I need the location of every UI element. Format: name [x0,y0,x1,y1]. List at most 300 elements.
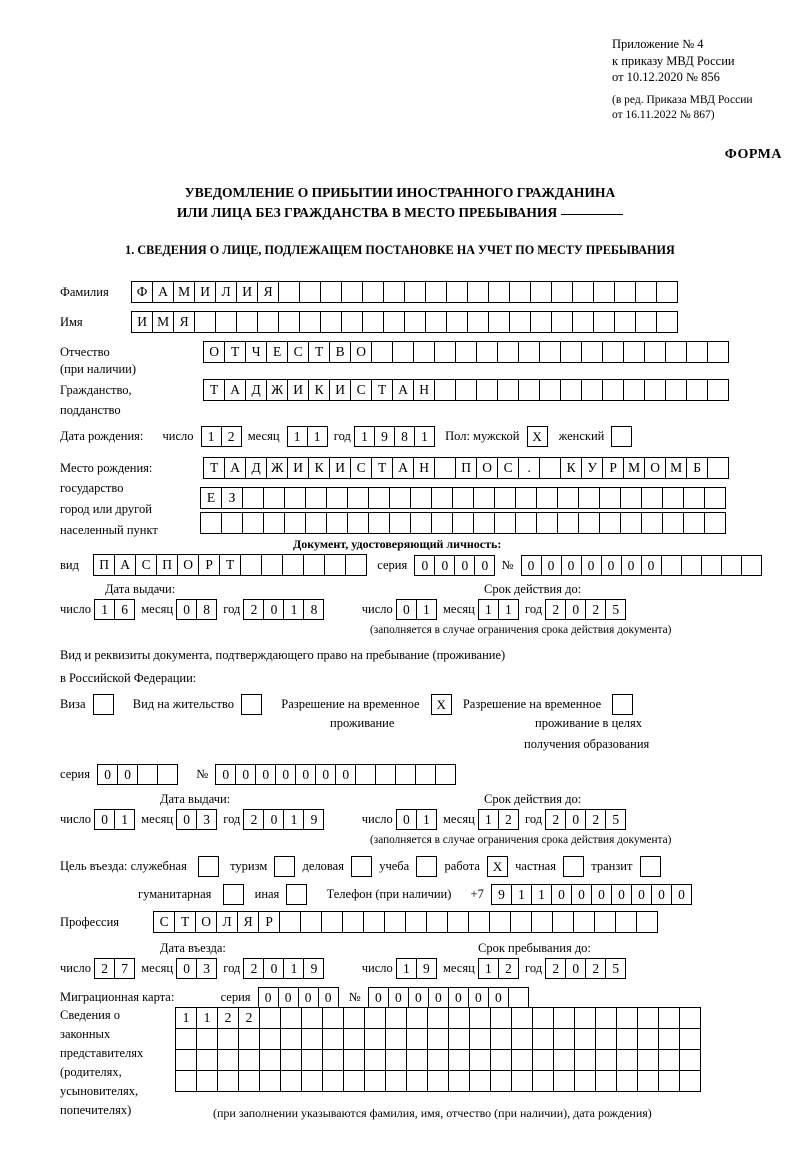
form-cell[interactable]: 8 [303,599,324,620]
form-cell[interactable] [215,311,237,333]
form-cell[interactable] [614,311,636,333]
form-cell[interactable]: 0 [295,764,316,785]
form-cell[interactable] [683,512,705,534]
form-cell[interactable] [658,1007,680,1029]
form-cell[interactable] [427,1070,449,1092]
form-cell[interactable] [532,1007,554,1029]
form-cell[interactable] [467,311,489,333]
form-cell[interactable] [196,1028,218,1050]
form-cell[interactable]: Р [602,457,624,479]
form-cell[interactable] [284,487,306,509]
purpose-tourism-checkbox[interactable] [274,856,295,877]
form-cell[interactable] [236,311,258,333]
form-cell[interactable]: 0 [255,764,276,785]
form-cell[interactable]: И [329,379,351,401]
form-cell[interactable] [413,341,435,363]
form-cell[interactable]: 0 [408,987,429,1008]
form-cell[interactable]: 1 [283,958,304,979]
purpose-humanitarian-checkbox[interactable] [223,884,244,905]
form-cell[interactable]: . [518,457,540,479]
permit-issue-year-input[interactable] [243,809,323,830]
form-cell[interactable]: 9 [303,958,324,979]
form-cell[interactable] [446,281,468,303]
form-cell[interactable]: О [177,554,199,576]
form-cell[interactable]: 0 [581,555,602,576]
form-cell[interactable]: Ч [245,341,267,363]
form-cell[interactable]: 0 [474,555,495,576]
form-cell[interactable] [259,1049,281,1071]
form-cell[interactable]: 1 [114,809,135,830]
form-cell[interactable]: 0 [117,764,138,785]
form-cell[interactable]: Л [215,281,237,303]
form-cell[interactable] [383,311,405,333]
form-cell[interactable] [427,1028,449,1050]
form-cell[interactable] [599,487,621,509]
form-cell[interactable] [448,1007,470,1029]
form-cell[interactable] [704,512,726,534]
form-cell[interactable] [490,1070,512,1092]
form-cell[interactable] [552,911,574,933]
form-cell[interactable]: Т [371,379,393,401]
form-cell[interactable]: 0 [488,987,509,1008]
identity-valid-month-input[interactable] [478,599,518,620]
form-cell[interactable] [343,1049,365,1071]
form-cell[interactable] [581,379,603,401]
form-cell[interactable] [469,1028,491,1050]
form-cell[interactable] [707,341,729,363]
phone-input[interactable] [491,884,691,905]
form-cell[interactable] [415,764,436,785]
form-cell[interactable] [392,341,414,363]
form-cell[interactable]: К [308,457,330,479]
entry-year-input[interactable] [243,958,323,979]
form-cell[interactable] [490,1049,512,1071]
form-cell[interactable]: 8 [394,426,415,447]
identity-number-input[interactable] [521,555,761,576]
form-cell[interactable]: 0 [315,764,336,785]
form-cell[interactable] [259,1007,281,1029]
form-cell[interactable] [259,1028,281,1050]
form-cell[interactable] [301,1070,323,1092]
form-cell[interactable] [446,311,468,333]
form-cell[interactable]: О [203,341,225,363]
form-cell[interactable] [557,512,579,534]
form-cell[interactable] [616,1049,638,1071]
form-cell[interactable] [658,1028,680,1050]
form-cell[interactable]: 3 [196,958,217,979]
purpose-study-checkbox[interactable] [416,856,437,877]
form-cell[interactable]: 0 [176,599,197,620]
form-cell[interactable] [595,1049,617,1071]
form-cell[interactable] [406,1049,428,1071]
form-cell[interactable] [518,379,540,401]
form-cell[interactable]: 0 [94,809,115,830]
form-cell[interactable] [385,1049,407,1071]
form-cell[interactable]: Я [173,311,195,333]
identity-valid-day-input[interactable] [396,599,436,620]
form-cell[interactable] [389,512,411,534]
form-cell[interactable]: С [287,341,309,363]
form-cell[interactable] [385,1007,407,1029]
form-cell[interactable]: 9 [491,884,512,905]
form-cell[interactable] [282,554,304,576]
form-cell[interactable] [469,1007,491,1029]
form-cell[interactable] [280,1007,302,1029]
form-cell[interactable] [539,379,561,401]
form-cell[interactable] [593,281,615,303]
form-cell[interactable] [238,1028,260,1050]
form-cell[interactable] [656,281,678,303]
form-cell[interactable]: 0 [318,987,339,1008]
form-cell[interactable] [683,487,705,509]
form-cell[interactable]: 1 [416,809,437,830]
form-cell[interactable] [644,379,666,401]
form-cell[interactable] [280,1070,302,1092]
form-cell[interactable] [581,341,603,363]
form-cell[interactable]: 0 [621,555,642,576]
form-cell[interactable] [553,1070,575,1092]
migration-card-number-input[interactable] [368,987,528,1008]
form-cell[interactable] [196,1070,218,1092]
form-cell[interactable]: С [153,911,175,933]
form-cell[interactable] [383,281,405,303]
form-cell[interactable] [614,281,636,303]
form-cell[interactable] [137,764,158,785]
form-cell[interactable] [574,1028,596,1050]
form-cell[interactable] [557,487,579,509]
form-cell[interactable] [217,1070,239,1092]
form-cell[interactable] [594,911,616,933]
form-cell[interactable]: А [392,379,414,401]
form-cell[interactable] [679,1028,701,1050]
form-cell[interactable] [511,1028,533,1050]
form-cell[interactable] [469,1070,491,1092]
form-cell[interactable] [320,281,342,303]
form-cell[interactable] [279,911,301,933]
form-cell[interactable] [364,1049,386,1071]
form-cell[interactable]: Л [216,911,238,933]
form-cell[interactable]: 2 [498,958,519,979]
form-cell[interactable]: 0 [565,958,586,979]
form-cell[interactable] [362,311,384,333]
birth-month-input[interactable] [287,426,327,447]
form-cell[interactable]: Ж [266,379,288,401]
form-cell[interactable] [395,764,416,785]
form-cell[interactable] [263,487,285,509]
form-cell[interactable] [196,1049,218,1071]
permit-education-checkbox[interactable] [612,694,633,715]
form-cell[interactable]: 1 [498,599,519,620]
form-cell[interactable]: 9 [374,426,395,447]
form-cell[interactable]: Е [200,487,222,509]
form-cell[interactable]: 2 [585,958,606,979]
form-cell[interactable]: 0 [176,809,197,830]
form-cell[interactable]: 0 [448,987,469,1008]
form-cell[interactable]: 1 [416,599,437,620]
form-cell[interactable] [641,512,663,534]
form-cell[interactable] [616,1028,638,1050]
form-cell[interactable]: 0 [235,764,256,785]
form-cell[interactable]: П [156,554,178,576]
form-cell[interactable] [303,554,325,576]
form-cell[interactable] [341,281,363,303]
form-cell[interactable] [686,341,708,363]
form-cell[interactable]: 0 [368,987,389,1008]
form-cell[interactable] [343,1007,365,1029]
form-cell[interactable]: 1 [511,884,532,905]
form-cell[interactable] [321,911,343,933]
form-cell[interactable] [637,1007,659,1029]
form-cell[interactable]: 1 [414,426,435,447]
form-cell[interactable]: С [350,379,372,401]
form-cell[interactable] [431,512,453,534]
form-cell[interactable]: 0 [278,987,299,1008]
birth-day-input[interactable] [201,426,241,447]
form-cell[interactable] [511,1070,533,1092]
form-cell[interactable] [490,1007,512,1029]
form-cell[interactable] [322,1070,344,1092]
form-cell[interactable]: 2 [94,958,115,979]
stay-year-input[interactable] [545,958,625,979]
form-cell[interactable] [322,1028,344,1050]
form-cell[interactable] [455,341,477,363]
form-cell[interactable] [637,1049,659,1071]
form-cell[interactable]: 1 [283,599,304,620]
form-cell[interactable] [641,487,663,509]
legal-rep-row-4[interactable] [175,1070,700,1092]
form-cell[interactable]: Р [258,911,280,933]
form-cell[interactable]: О [644,457,666,479]
birthplace-input-line-1[interactable] [203,457,728,479]
form-cell[interactable]: С [350,457,372,479]
form-cell[interactable] [595,1007,617,1029]
form-cell[interactable] [602,379,624,401]
form-cell[interactable]: 0 [414,555,435,576]
form-cell[interactable] [364,1007,386,1029]
form-cell[interactable] [573,911,595,933]
sex-female-checkbox[interactable] [611,426,632,447]
form-cell[interactable] [578,487,600,509]
form-cell[interactable] [473,487,495,509]
form-cell[interactable] [238,1070,260,1092]
form-cell[interactable] [299,281,321,303]
form-cell[interactable] [532,1049,554,1071]
surname-input[interactable] [131,281,677,303]
permit-residence-checkbox[interactable] [241,694,262,715]
form-cell[interactable] [494,512,516,534]
form-cell[interactable]: 0 [388,987,409,1008]
form-cell[interactable]: 2 [217,1007,239,1029]
permit-issue-month-input[interactable] [176,809,216,830]
form-cell[interactable] [385,1028,407,1050]
permit-valid-year-input[interactable] [545,809,625,830]
form-cell[interactable]: 0 [396,809,417,830]
migration-card-series-input[interactable] [258,987,338,1008]
permit-visa-checkbox[interactable] [93,694,114,715]
form-cell[interactable] [434,457,456,479]
form-cell[interactable] [406,1007,428,1029]
form-cell[interactable]: Н [413,379,435,401]
form-cell[interactable] [532,1028,554,1050]
form-cell[interactable] [602,341,624,363]
form-cell[interactable]: 0 [263,599,284,620]
form-cell[interactable] [536,487,558,509]
entry-day-input[interactable] [94,958,134,979]
form-cell[interactable]: 1 [287,426,308,447]
form-cell[interactable] [662,512,684,534]
form-cell[interactable] [284,512,306,534]
form-cell[interactable]: С [497,457,519,479]
form-cell[interactable]: Т [371,457,393,479]
form-cell[interactable]: 0 [428,987,449,1008]
purpose-work-checkbox[interactable]: Х [487,856,508,877]
form-cell[interactable] [515,512,537,534]
form-cell[interactable] [425,281,447,303]
form-cell[interactable] [595,1028,617,1050]
form-cell[interactable] [707,457,729,479]
form-cell[interactable]: 1 [175,1007,197,1029]
form-cell[interactable] [221,512,243,534]
form-cell[interactable]: А [224,379,246,401]
form-cell[interactable] [452,512,474,534]
form-cell[interactable] [518,341,540,363]
form-cell[interactable] [662,487,684,509]
form-cell[interactable]: Д [245,457,267,479]
form-cell[interactable] [343,1070,365,1092]
form-cell[interactable]: 2 [545,599,566,620]
form-cell[interactable] [560,379,582,401]
form-cell[interactable]: Р [198,554,220,576]
form-cell[interactable] [426,911,448,933]
form-cell[interactable] [469,1049,491,1071]
form-cell[interactable] [515,487,537,509]
form-cell[interactable] [200,512,222,534]
form-cell[interactable]: М [152,311,174,333]
form-cell[interactable] [345,554,367,576]
form-cell[interactable]: С [135,554,157,576]
form-cell[interactable] [593,311,615,333]
form-cell[interactable] [661,555,682,576]
form-cell[interactable]: 1 [531,884,552,905]
purpose-business-checkbox[interactable] [351,856,372,877]
form-cell[interactable]: 0 [591,884,612,905]
form-cell[interactable] [635,311,657,333]
form-cell[interactable] [257,311,279,333]
form-cell[interactable] [530,311,552,333]
form-cell[interactable] [623,379,645,401]
permit-number-input[interactable] [215,764,455,785]
form-cell[interactable] [263,512,285,534]
form-cell[interactable]: Т [174,911,196,933]
form-cell[interactable] [658,1049,680,1071]
form-cell[interactable]: 0 [434,555,455,576]
form-cell[interactable]: 1 [396,958,417,979]
form-cell[interactable]: 2 [238,1007,260,1029]
form-cell[interactable] [509,281,531,303]
form-cell[interactable] [489,911,511,933]
form-cell[interactable] [494,487,516,509]
form-cell[interactable]: 2 [498,809,519,830]
form-cell[interactable] [574,1070,596,1092]
form-cell[interactable] [364,1070,386,1092]
form-cell[interactable]: 0 [571,884,592,905]
form-cell[interactable] [508,987,529,1008]
form-cell[interactable] [375,764,396,785]
form-cell[interactable] [635,281,657,303]
form-cell[interactable] [701,555,722,576]
form-cell[interactable]: 0 [263,809,284,830]
form-cell[interactable]: Т [308,341,330,363]
form-cell[interactable] [410,512,432,534]
form-cell[interactable] [301,1007,323,1029]
form-cell[interactable]: 9 [416,958,437,979]
form-cell[interactable] [679,1070,701,1092]
form-cell[interactable] [448,1070,470,1092]
form-cell[interactable] [488,281,510,303]
form-cell[interactable]: 0 [561,555,582,576]
form-cell[interactable] [326,512,348,534]
form-cell[interactable]: И [329,457,351,479]
identity-issue-year-input[interactable] [243,599,323,620]
form-cell[interactable] [704,487,726,509]
form-cell[interactable] [574,1049,596,1071]
form-cell[interactable]: 2 [545,809,566,830]
form-cell[interactable]: О [195,911,217,933]
purpose-private-checkbox[interactable] [563,856,584,877]
form-cell[interactable] [427,1007,449,1029]
form-cell[interactable]: И [236,281,258,303]
form-cell[interactable] [551,311,573,333]
form-cell[interactable] [368,487,390,509]
form-cell[interactable]: 8 [196,599,217,620]
form-cell[interactable] [435,764,456,785]
form-cell[interactable] [406,1028,428,1050]
form-cell[interactable] [644,341,666,363]
form-cell[interactable]: 0 [275,764,296,785]
form-cell[interactable] [434,379,456,401]
form-cell[interactable] [405,911,427,933]
form-cell[interactable]: 1 [307,426,328,447]
form-cell[interactable] [490,1028,512,1050]
form-cell[interactable] [665,341,687,363]
form-cell[interactable] [553,1049,575,1071]
legal-rep-row-1[interactable] [175,1007,700,1029]
form-cell[interactable]: О [476,457,498,479]
form-cell[interactable] [553,1007,575,1029]
legal-rep-row-2[interactable] [175,1028,700,1050]
purpose-other-checkbox[interactable] [286,884,307,905]
form-cell[interactable]: 0 [521,555,542,576]
form-cell[interactable] [157,764,178,785]
form-cell[interactable] [175,1049,197,1071]
form-cell[interactable]: И [194,281,216,303]
form-cell[interactable] [347,512,369,534]
form-cell[interactable] [572,311,594,333]
form-cell[interactable]: В [329,341,351,363]
sex-male-checkbox[interactable]: Х [527,426,548,447]
form-cell[interactable] [656,311,678,333]
form-cell[interactable] [448,1028,470,1050]
form-cell[interactable] [679,1049,701,1071]
form-cell[interactable] [389,487,411,509]
form-cell[interactable] [511,1007,533,1029]
form-cell[interactable]: Я [237,911,259,933]
form-cell[interactable]: И [131,311,153,333]
form-cell[interactable] [615,911,637,933]
form-cell[interactable] [371,341,393,363]
form-cell[interactable]: 0 [396,599,417,620]
purpose-service-checkbox[interactable] [198,856,219,877]
